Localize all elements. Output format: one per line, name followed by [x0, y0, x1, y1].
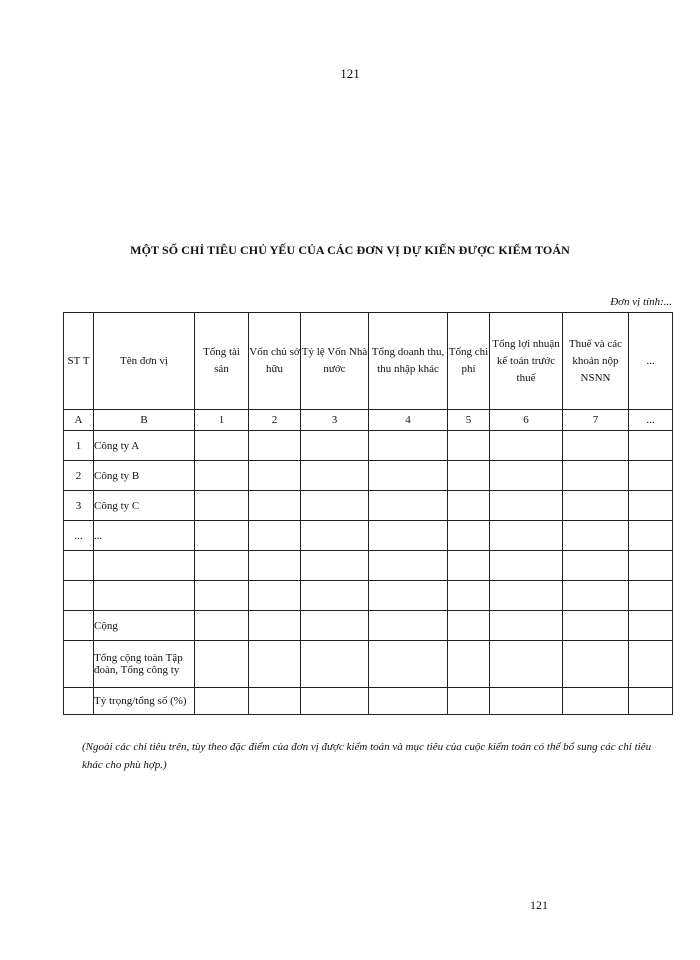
- unit-name-cell: Công ty C: [94, 491, 195, 521]
- header-cell: Tên đơn vị: [94, 313, 195, 410]
- ratio-label-cell: Tỷ trọng/tổng số (%): [94, 688, 195, 715]
- stt-cell: 1: [64, 431, 94, 461]
- header-row: [64, 313, 673, 410]
- index-row: [64, 410, 673, 431]
- unit-name-cell: [94, 551, 195, 581]
- header-cell: Vốn chủ sở hữu: [249, 313, 301, 410]
- header-cell: Tổng doanh thu, thu nhập khác: [369, 313, 448, 410]
- index-cell: 7: [563, 410, 629, 431]
- index-cell: A: [64, 410, 94, 431]
- unit-name-cell: Công ty A: [94, 431, 195, 461]
- unit-name-cell: Công ty B: [94, 461, 195, 491]
- page-number-bottom: 121: [530, 898, 548, 912]
- total-label-cell: Cộng: [94, 611, 195, 641]
- table-row: [64, 551, 673, 581]
- unit-label: Đơn vị tính:...: [610, 296, 672, 308]
- page-number-top: 121: [340, 66, 360, 81]
- stt-cell: ...: [64, 521, 94, 551]
- stt-cell: 3: [64, 491, 94, 521]
- index-cell: ...: [629, 410, 673, 431]
- index-cell: 4: [369, 410, 448, 431]
- index-cell: 1: [195, 410, 249, 431]
- table-row: [64, 461, 673, 491]
- table-row: [64, 431, 673, 461]
- table-row-ratio: [64, 688, 673, 715]
- table-row: [64, 521, 673, 551]
- table-row-group-total: [64, 641, 673, 688]
- footnote: (Ngoài các chỉ tiêu trên, tùy theo đặc điểm của đơn vị được kiểm toán và mục tiêu của cuộc kiểm toán có thể bổ sung các chỉ tiêu khác cho phù hợp.): [82, 741, 652, 771]
- unit-name-cell: ...: [94, 521, 195, 551]
- table-row: [64, 581, 673, 611]
- stt-cell: [64, 688, 94, 715]
- index-cell: 5: [448, 410, 490, 431]
- index-cell: 6: [490, 410, 563, 431]
- stt-cell: [64, 611, 94, 641]
- stt-cell: [64, 551, 94, 581]
- table-row-total: [64, 611, 673, 641]
- group-total-label-cell: Tổng cộng toàn Tập đoàn, Tổng công ty: [94, 641, 195, 688]
- header-cell: Tổng tài sản: [195, 313, 249, 410]
- header-cell: Tổng chi phí: [448, 313, 490, 410]
- index-cell: 3: [301, 410, 369, 431]
- unit-name-cell: [94, 581, 195, 611]
- header-cell: ST T: [64, 313, 94, 410]
- index-cell: 2: [249, 410, 301, 431]
- stt-cell: 2: [64, 461, 94, 491]
- page-title: MỘT SỐ CHỈ TIÊU CHỦ YẾU CỦA CÁC ĐƠN VỊ DỰ KIẾN ĐƯỢC KIỂM TOÁN: [130, 243, 570, 257]
- index-cell: B: [94, 410, 195, 431]
- table-row: [64, 491, 673, 521]
- header-cell: Thuế và các khoản nộp NSNN: [563, 313, 629, 410]
- stt-cell: [64, 581, 94, 611]
- header-cell: Tỷ lệ Vốn Nhà nước: [301, 313, 369, 410]
- stt-cell: [64, 641, 94, 688]
- header-cell: Tổng lợi nhuận kế toán trước thuế: [490, 313, 563, 410]
- header-cell: ...: [629, 313, 673, 410]
- indicators-table: [63, 312, 673, 715]
